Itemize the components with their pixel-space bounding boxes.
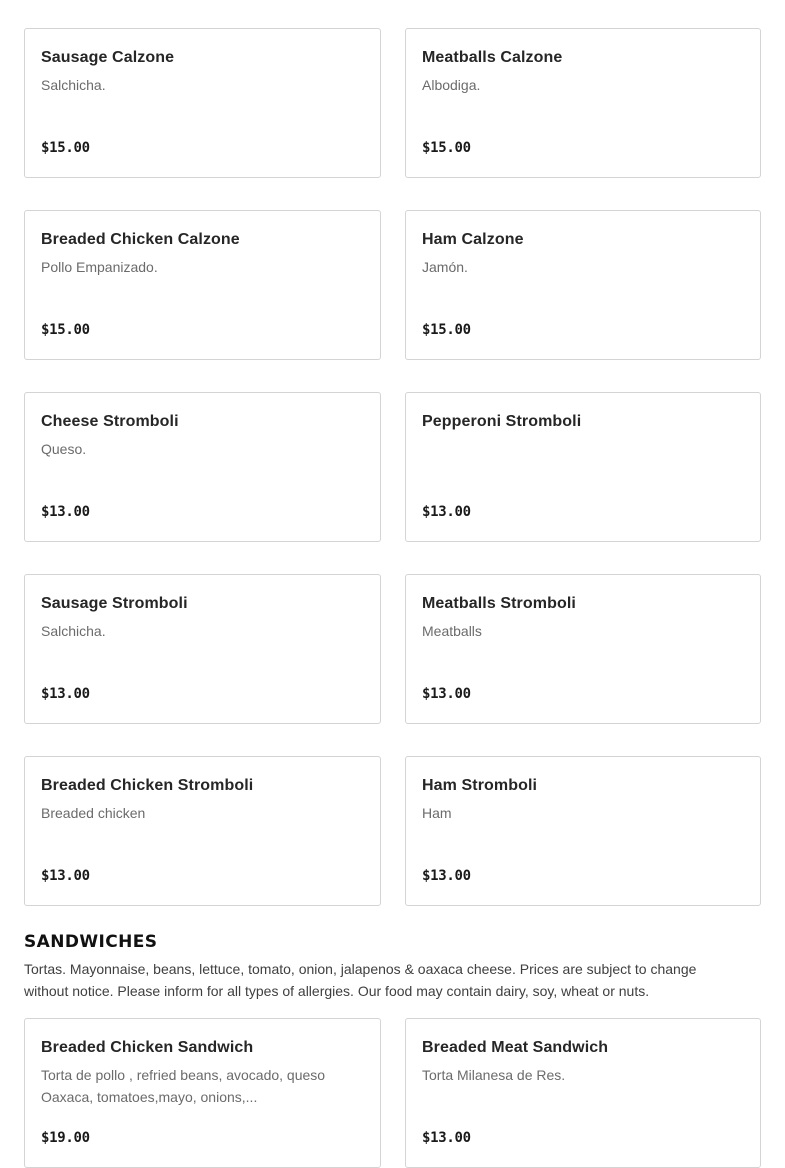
item-price: $15.00 bbox=[41, 322, 90, 338]
menu-item-card[interactable] bbox=[405, 574, 761, 724]
item-price: $13.00 bbox=[422, 686, 471, 702]
item-name: Breaded Meat Sandwich bbox=[422, 1039, 609, 1056]
item-description: Torta Milanesa de Res. bbox=[422, 1067, 566, 1083]
section-title: SANDWICHES bbox=[24, 932, 158, 952]
item-name: Ham Stromboli bbox=[422, 777, 538, 794]
menu-item-card[interactable] bbox=[24, 210, 381, 360]
item-name: Ham Calzone bbox=[422, 231, 524, 248]
item-price: $13.00 bbox=[422, 1130, 471, 1146]
menu-item-card[interactable] bbox=[24, 392, 381, 542]
menu-item-card[interactable] bbox=[24, 574, 381, 724]
section-description: Tortas. Mayonnaise, beans, lettuce, tomato, onion, jalapenos & oaxaca cheese. Prices are subject to change without notice. Please inform for all types of allergies. Our food may contain dairy, soy, wheat or nuts. bbox=[24, 961, 697, 999]
item-name: Meatballs Calzone bbox=[422, 49, 563, 66]
item-name: Cheese Stromboli bbox=[41, 413, 179, 430]
item-description: Breaded chicken bbox=[41, 805, 146, 821]
item-name: Breaded Chicken Stromboli bbox=[41, 777, 254, 794]
menu-item-card[interactable] bbox=[405, 756, 761, 906]
item-price: $15.00 bbox=[41, 140, 90, 156]
menu-item-card[interactable] bbox=[24, 28, 381, 178]
item-price: $15.00 bbox=[422, 322, 471, 338]
sandwiches-section-header bbox=[24, 930, 761, 1002]
item-price: $13.00 bbox=[422, 504, 471, 520]
menu-item-card[interactable] bbox=[405, 1018, 761, 1168]
item-description: Torta de pollo , refried beans, avocado, queso Oaxaca, tomatoes,mayo, onions,... bbox=[41, 1067, 326, 1105]
item-price: $15.00 bbox=[422, 140, 471, 156]
item-price: $13.00 bbox=[41, 504, 90, 520]
item-description: Meatballs bbox=[422, 623, 482, 639]
menu-items-grid bbox=[24, 28, 761, 906]
menu-item-card[interactable] bbox=[405, 392, 761, 542]
menu-item-card[interactable] bbox=[24, 756, 381, 906]
item-name: Meatballs Stromboli bbox=[422, 595, 576, 612]
sandwiches-grid bbox=[24, 1018, 761, 1168]
item-description: Albodiga. bbox=[422, 77, 481, 93]
item-description: Ham bbox=[422, 805, 452, 821]
menu-item-card[interactable] bbox=[24, 1018, 381, 1168]
item-description: Queso. bbox=[41, 441, 87, 457]
item-description: Salchicha. bbox=[41, 77, 106, 93]
item-description: Jamón. bbox=[422, 259, 468, 275]
item-description: Salchicha. bbox=[41, 623, 106, 639]
item-price: $13.00 bbox=[41, 686, 90, 702]
item-name: Breaded Chicken Sandwich bbox=[41, 1039, 254, 1056]
item-price: $19.00 bbox=[41, 1130, 90, 1146]
item-name: Breaded Chicken Calzone bbox=[41, 231, 240, 248]
item-name: Pepperoni Stromboli bbox=[422, 413, 582, 430]
item-name: Sausage Calzone bbox=[41, 49, 175, 66]
menu-item-card[interactable] bbox=[405, 28, 761, 178]
item-price: $13.00 bbox=[41, 868, 90, 884]
menu-item-card[interactable] bbox=[405, 210, 761, 360]
item-name: Sausage Stromboli bbox=[41, 595, 188, 612]
item-description: Pollo Empanizado. bbox=[41, 259, 158, 275]
item-price: $13.00 bbox=[422, 868, 471, 884]
